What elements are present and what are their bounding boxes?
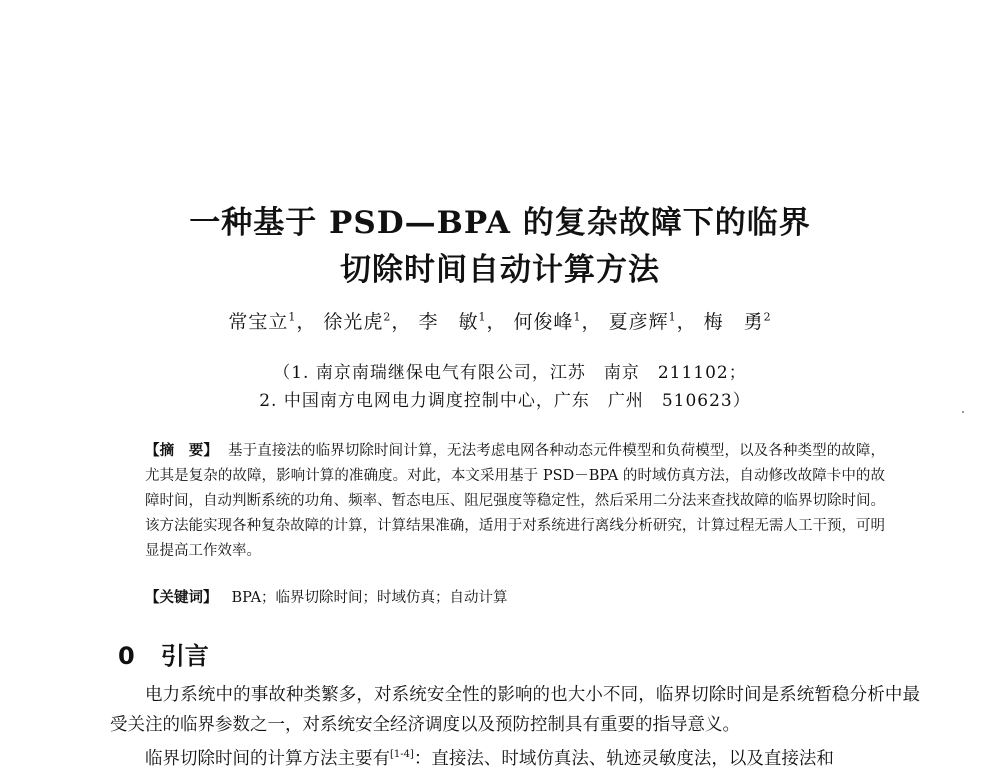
keywords-text: BPA；临界切除时间；时域仿真；自动计算 — [231, 590, 508, 606]
affiliation-2: 2. 中国南方电网电力调度控制中心，广东 广州 510623） — [259, 391, 751, 411]
author-name: 常宝立 — [228, 311, 289, 333]
keywords — [145, 585, 885, 611]
author-affiliation-mark: 1 — [288, 310, 297, 324]
keywords-label: 【关键词】 — [145, 589, 218, 606]
author-affiliation-mark: 1 — [573, 310, 582, 324]
author-name: 夏彦辉 — [608, 311, 669, 333]
body-text — [110, 680, 920, 774]
scan-speck — [962, 411, 964, 413]
author-name: 何俊峰 — [513, 311, 574, 333]
author-name: 徐光虎 — [323, 311, 384, 333]
abstract-text: 基于直接法的临界切除时间计算，无法考虑电网各种动态元件模型和负荷模型，以及各种类型的故障，尤其是复杂的故障，影响计算的准确度。对此，本文采用基于 PSD－BPA 的时域仿真方法，自动修改故障卡中的故障时间，自动判断系统的功角、频率、暂态电压、阻尼强度等稳定性，然后采用二分法来查找故障的临界切除时间。该方法能实现各种复杂故障的计算，计算结果准确，适用于对系统进行离线分析研究，计算过程无需人工干预，可明显提高工作效率。 — [145, 443, 886, 559]
author-affiliation-mark: 1 — [668, 310, 677, 324]
citation-reference: [1-4] — [390, 749, 414, 760]
paragraph — [110, 740, 920, 774]
section-heading — [118, 636, 209, 671]
paragraph-text: ：直接法、时域仿真法、轨迹灵敏度法，以及直接法和 — [413, 748, 834, 769]
abstract — [145, 438, 885, 564]
affiliation-1: （1. 南京南瑞继保电气有限公司，江苏 南京 211102； — [273, 363, 747, 383]
author-affiliation-mark: 1 — [478, 310, 487, 324]
author-affiliation-mark: 2 — [763, 310, 772, 324]
section-title: 引言 — [160, 642, 209, 670]
paper-title-line-2: 切除时间自动计算方法 — [340, 252, 660, 288]
author-list: 常宝立$^1$， 徐光虎$^2$， 李 敏$^1$， 何俊峰$^1$， 夏彦辉$^1$， 梅 勇$^2$ — [228, 310, 772, 333]
author-affiliation-mark: 2 — [383, 310, 392, 324]
paragraph-text: 临界切除时间的计算方法主要有 — [145, 748, 390, 769]
paragraph: 电力系统中的事故种类繁多，对系统安全性的影响的也大小不同，临界切除时间是系统暂稳分析中最受关注的临界参数之一，对系统安全经济调度以及预防控制具有重要的指导意义。 — [110, 685, 920, 735]
author-name: 李 敏 — [418, 311, 479, 333]
author-name: 梅 勇 — [703, 311, 764, 333]
abstract-label: 【摘 要】 — [145, 442, 219, 459]
section-number: 0 — [118, 642, 135, 670]
paper-title-line-1: 一种基于 PSD—BPA 的复杂故障下的临界 — [189, 205, 811, 241]
